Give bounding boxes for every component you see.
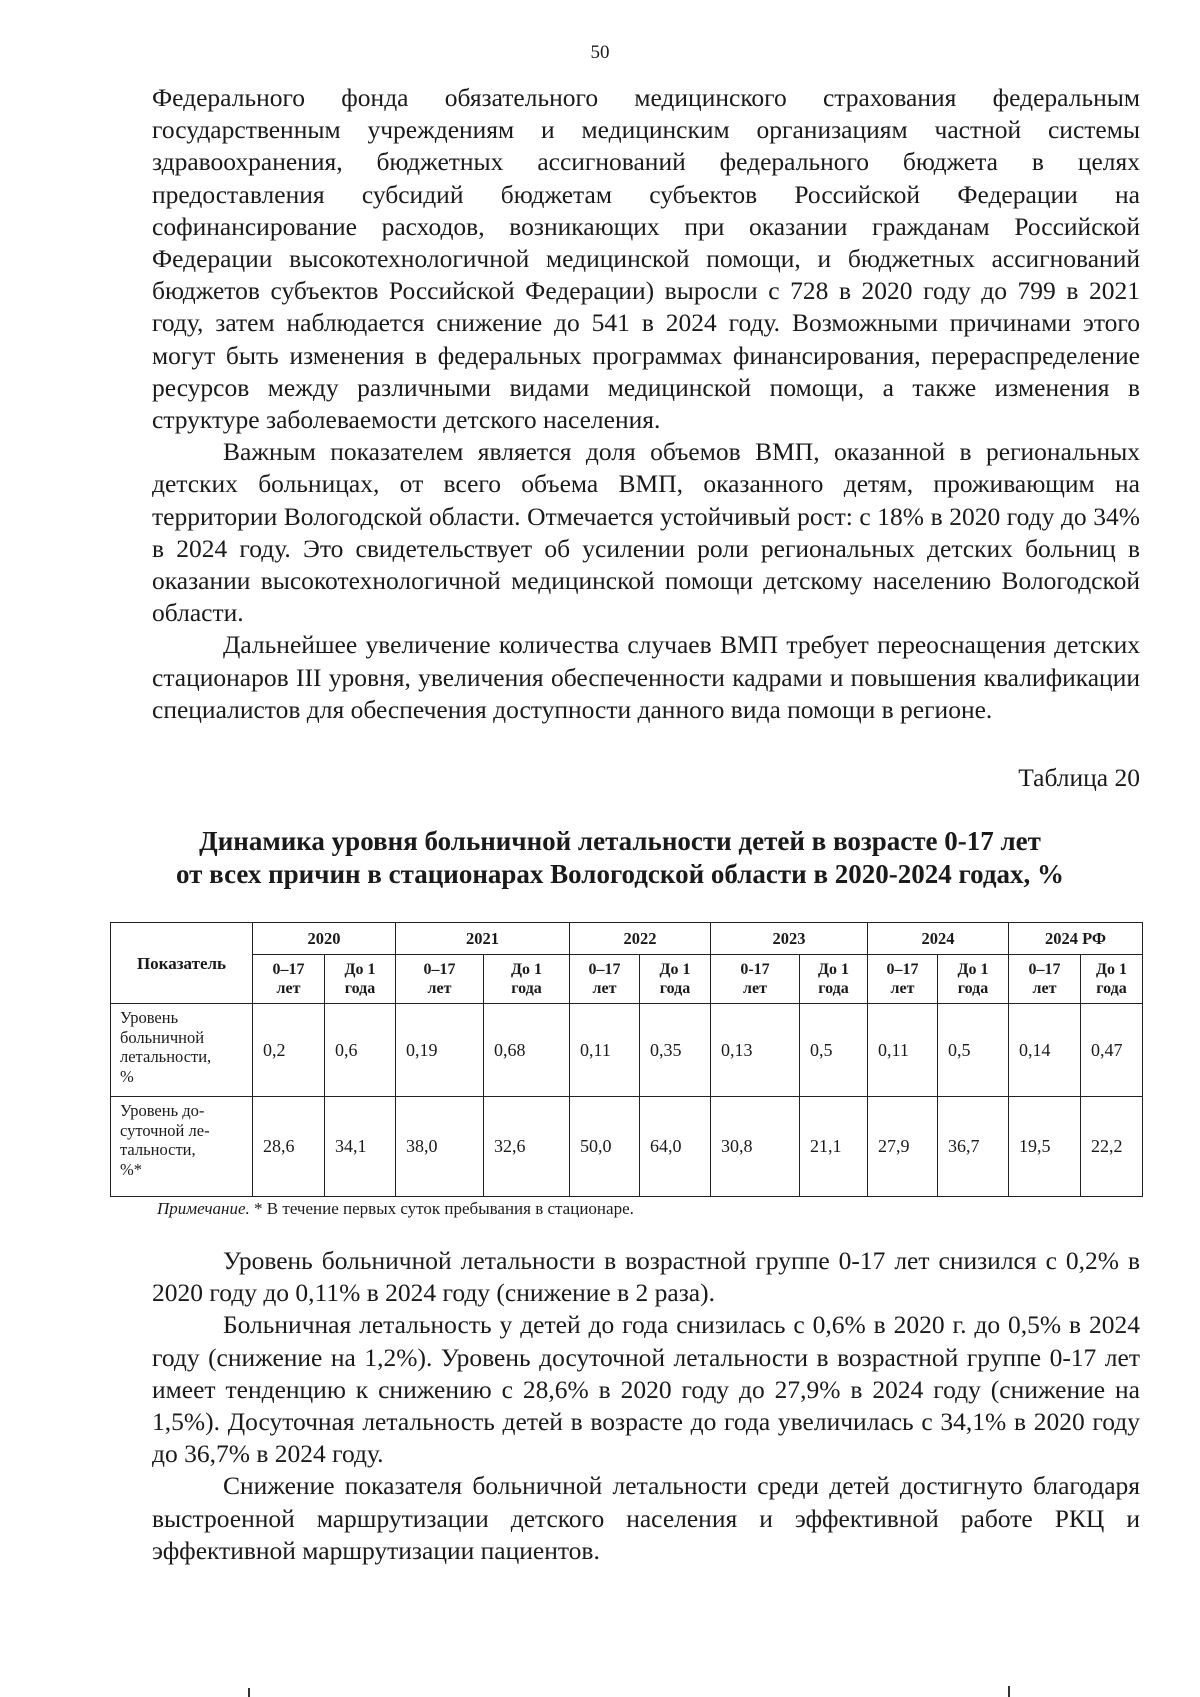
table-cell: 50,0 [570,1097,640,1197]
note-text: * В течение первых суток пребывания в стационаре. [249,1199,634,1218]
table-cell: 0,47 [1081,1004,1143,1097]
age-subheader: 0–17 лет [570,955,640,1004]
table-cell: 0,11 [570,1004,640,1097]
age-subheader: До 1 года [1081,955,1143,1004]
table-title [100,825,1140,891]
age-subheader: До 1 года [484,955,570,1004]
age-subheader: 0–17 лет [1009,955,1081,1004]
age-subheader: До 1 года [800,955,868,1004]
age-subheader: До 1 года [640,955,711,1004]
paragraph: Дальнейшее увеличение количества случаев ВМП требует переоснащения детских стационаров III уровня, увеличения обеспеченности кадрами и повышения квалификации специалистов для обеспечения доступности данного вида помощи в регионе. [152,630,1140,724]
table-title-line: Динамика уровня больничной летальности детей в возрасте 0-17 лет [199,826,1041,856]
table-row [111,1097,1143,1197]
year-header: 2022 [570,923,711,955]
table-cell: 22,2 [1081,1097,1143,1197]
table-cell: 19,5 [1009,1097,1081,1197]
table-cell: 0,6 [325,1004,396,1097]
paragraph: Важным показателем является доля объемов ВМП, оказанной в региональных детских больницах, от всего объема ВМП, оказанного детям, проживающим на территории Вологодской области. Отмечается устойчивый рост: с 18% в 2020 году до 34% в 2024 году. Это свидетельствует об усилении роли региональных детских больниц в оказании высокотехнологичной медицинской помощи детскому населению Вологодской области. [152,437,1140,628]
table-label: Таблица 20 [1018,763,1140,792]
year-header: 2020 [253,923,396,955]
paragraph: Уровень больничной летальности в возрастной группе 0-17 лет снизился с 0,2% в 2020 году до 0,11% в 2024 году (снижение в 2 раза). [152,1246,1140,1308]
paragraph: Больничная летальность у детей до года снизилась с 0,6% в 2020 г. до 0,5% в 2024 году (снижение на 1,2%). Уровень досуточной летальности в возрастной группе 0-17 лет имеет тенденцию к снижению с 28,6% в 2020 году до 27,9% в 2024 году (снижение на 1,5%). Досуточная летальность детей в возрасте до года увеличилась с 34,1% в 2020 году до 36,7% в 2024 году. [152,1310,1140,1469]
table-cell: 0,68 [484,1004,570,1097]
scan-artifact [248,1688,250,1697]
age-subheader: 0–17 лет [868,955,938,1004]
table-cell: 32,6 [484,1097,570,1197]
age-subheader: 0–17 лет [253,955,325,1004]
age-subheader: 0-17 лет [711,955,800,1004]
year-header: 2023 [711,923,868,955]
table-cell: 36,7 [938,1097,1009,1197]
scan-artifact [1008,1686,1010,1697]
table-cell: 28,6 [253,1097,325,1197]
paragraph: Снижение показателя больничной летальности среди детей достигнуто благодаря выстроенной маршрутизации детского населения и эффективной работе РКЦ и эффективной маршрутизации пациентов. [152,1471,1140,1565]
text-block-top [152,82,1140,726]
mortality-table [110,922,1143,1197]
table-cell: 0,11 [868,1004,938,1097]
year-header: 2024 РФ [1009,923,1143,955]
page-number: 50 [590,42,610,63]
table-cell: 21,1 [800,1097,868,1197]
table-cell: 0,35 [640,1004,711,1097]
table-cell: 0,14 [1009,1004,1081,1097]
table-cell: 30,8 [711,1097,800,1197]
row-label: Уровень до- суточной ле- тальности, %* [111,1097,253,1197]
row-label: Уровень больничной летальности, % [111,1004,253,1097]
table-cell: 27,9 [868,1097,938,1197]
table-cell: 0,5 [800,1004,868,1097]
table-cell: 0,2 [253,1004,325,1097]
text-block-bottom [152,1245,1140,1567]
paragraph: Федерального фонда обязательного медицинского страхования федеральным государственным учреждениям и медицинским организациям частной системы здравоохранения, бюджетных ассигнований федерального бюджета в целях предоставления субсидий бюджетам субъектов Российской Федерации на софинансирование расходов, возникающих при оказании гражданам Российской Федерации высокотехнологичной медицинской помощи, и бюджетных ассигнований бюджетов субъектов Российской Федерации) выросли с 728 в 2020 году до 799 в 2021 году, затем наблюдается снижение до 541 в 2024 году. Возможными причинами этого могут быть изменения в федеральных программах финансирования, перераспределение ресурсов между различными видами медицинской помощи, а также изменения в структуре заболеваемости детского населения. [152,83,1140,435]
age-subheader: До 1 года [325,955,396,1004]
year-header: 2024 [868,923,1009,955]
table-cell: 64,0 [640,1097,711,1197]
indicator-header: Показатель [111,923,253,1004]
table-cell: 0,19 [396,1004,484,1097]
note-label: Примечание. [157,1199,250,1218]
table-row [111,1004,1143,1097]
table-cell: 0,5 [938,1004,1009,1097]
table-cell: 0,13 [711,1004,800,1097]
year-header: 2021 [396,923,570,955]
table-title-line: от всех причин в стационарах Вологодской области в 2020-2024 годах, % [176,859,1064,889]
age-subheader: 0–17 лет [396,955,484,1004]
table-cell: 34,1 [325,1097,396,1197]
table-cell: 38,0 [396,1097,484,1197]
table-note [157,1199,634,1219]
age-subheader: До 1 года [938,955,1009,1004]
